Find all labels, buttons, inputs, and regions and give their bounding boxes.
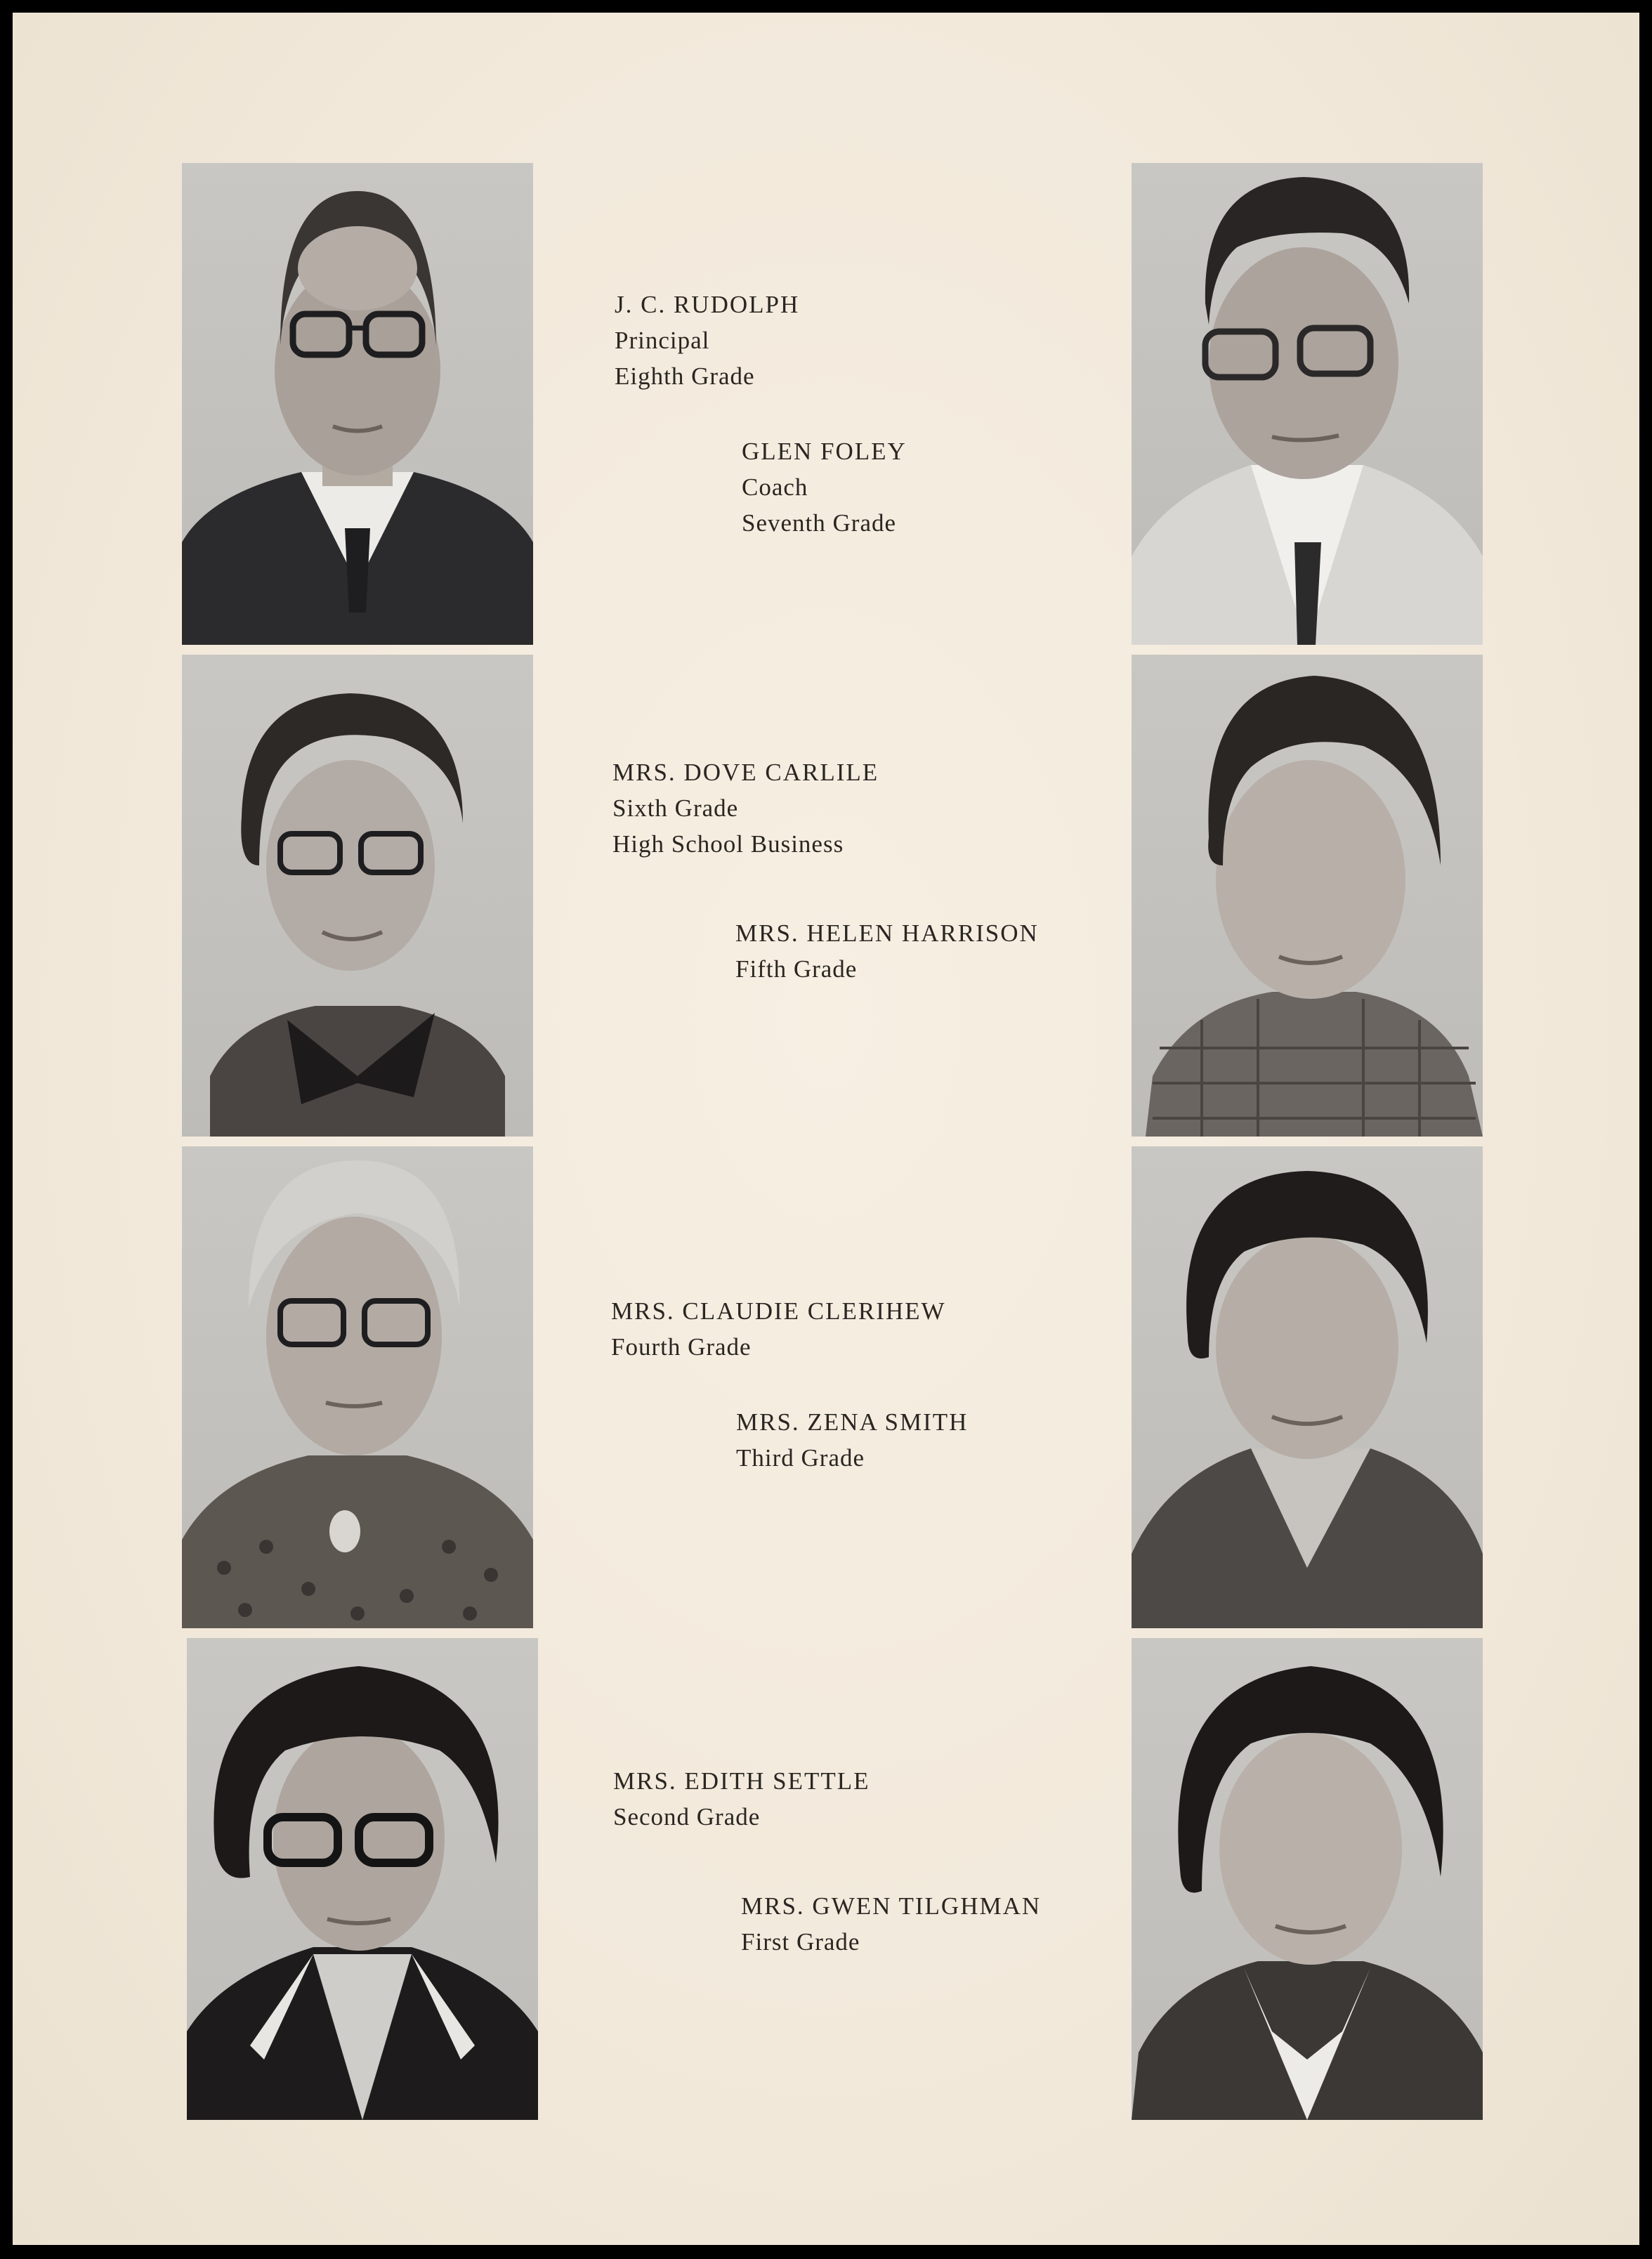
caption-zena-smith (736, 1404, 968, 1476)
faculty-role: Principal (615, 327, 710, 354)
faculty-name: MRS. DOVE CARLILE (612, 759, 879, 786)
portrait-helen-harrison (1132, 655, 1483, 1137)
portrait-gwen-tilghman (1132, 1638, 1483, 2120)
portrait-dove-carlile (182, 655, 533, 1137)
portrait-edith-settle (187, 1638, 538, 2120)
faculty-role: Coach (742, 473, 808, 501)
caption-helen-harrison (735, 915, 1039, 987)
caption-gwen-tilghman (741, 1888, 1041, 1960)
portrait-claudie-clerihew (182, 1146, 533, 1628)
caption-claudie-clerihew (611, 1293, 946, 1365)
portrait-glen-foley (1132, 163, 1483, 645)
faculty-role: Fourth Grade (611, 1333, 752, 1361)
faculty-role: Second Grade (613, 1803, 761, 1831)
faculty-role: First Grade (741, 1928, 860, 1956)
faculty-name: MRS. CLAUDIE CLERIHEW (611, 1297, 946, 1325)
faculty-role: Sixth Grade (612, 794, 739, 822)
yearbook-page (13, 13, 1639, 2245)
faculty-name: MRS. GWEN TILGHMAN (741, 1892, 1042, 1920)
faculty-role: Eighth Grade (615, 362, 755, 390)
portrait-j-c-rudolph (182, 163, 533, 645)
faculty-name: J. C. RUDOLPH (615, 291, 800, 318)
faculty-role: Seventh Grade (742, 509, 897, 537)
faculty-name: MRS. ZENA SMITH (736, 1408, 969, 1436)
caption-j-c-rudolph (615, 287, 799, 394)
portrait-zena-smith (1132, 1146, 1483, 1628)
faculty-role: Third Grade (736, 1444, 865, 1472)
faculty-role: High School Business (612, 830, 844, 858)
caption-dove-carlile (612, 754, 879, 862)
faculty-name: MRS. HELEN HARRISON (735, 919, 1039, 947)
caption-edith-settle (613, 1763, 870, 1835)
faculty-role: Fifth Grade (735, 955, 858, 983)
faculty-name: GLEN FOLEY (742, 438, 907, 465)
caption-glen-foley (742, 433, 907, 541)
faculty-name: MRS. EDITH SETTLE (613, 1767, 870, 1795)
